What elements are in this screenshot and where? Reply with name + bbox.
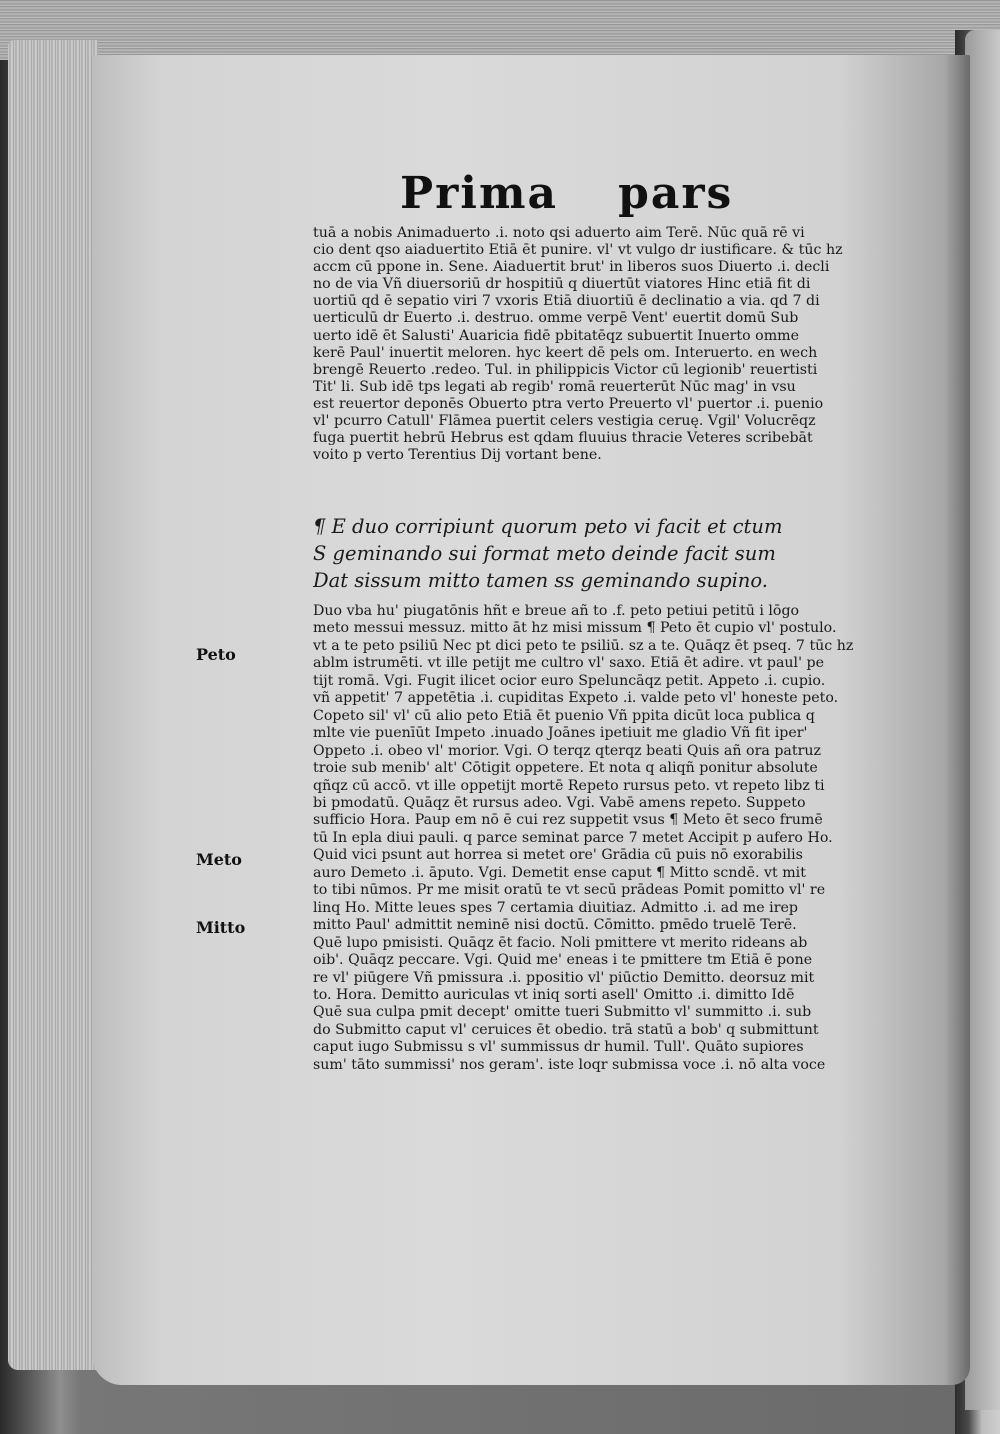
margin-note-meto: Meto bbox=[196, 850, 242, 869]
text-line: kerē Paul' inuertit meloren. hyc keert dē pels om. Interuerto. en wech bbox=[313, 344, 818, 361]
text-line: est reuertor deponēs Obuerto ptra verto Preuerto vl' puertor .i. puenio bbox=[313, 395, 824, 412]
running-title bbox=[400, 168, 733, 219]
top-page-edges bbox=[0, 0, 1000, 60]
text-line: sum' tāto summissi' nos geram'. iste loqr submissa voce .i. nō alta voce bbox=[313, 1056, 826, 1073]
text-line: no de via Vñ diuersoriū dr hospitiū q diuertūt viatores Hinc etiā fit di bbox=[313, 276, 811, 293]
text-line: vñ appetit' 7 appetētia .i. cupiditas Expeto .i. valde peto vl' honeste peto. bbox=[313, 690, 839, 707]
text-line: meto messui messuz. mitto āt hz misi missum ¶ Peto ēt cupio vl' postulo. bbox=[313, 620, 837, 637]
text-line: re vl' piūgere Vñ pmissura .i. ppositio vl' piūctio Demitto. deorsuz mit bbox=[313, 969, 815, 986]
text-line: voito p verto Terentius Dij vortant bene. bbox=[313, 447, 602, 464]
text-line: Copeto sil' vl' cū alio peto Etiā ēt puenio Vñ ppita dicūt loca publica q bbox=[313, 707, 815, 724]
text-block-2 bbox=[313, 603, 888, 1074]
left-page-edges bbox=[8, 40, 98, 1370]
text-line: brengē Reuerto .redeo. Tul. in philippicis Victor cū legionib' reuertisti bbox=[313, 361, 818, 378]
text-line: accm cū ppone in. Sene. Aiaduertit brut' in liberos suos Diuerto .i. decli bbox=[313, 259, 830, 276]
text-line: ¶ E duo corripiunt quorum peto vi facit et ctum bbox=[313, 515, 783, 538]
text-line: tū In epla diui pauli. q parce seminat parce 7 metet Accipit p aufero Ho. bbox=[313, 829, 833, 846]
text-line: uerticulū dr Euerto .i. destruo. omme verpē Vent' euertit domū Sub bbox=[313, 310, 799, 327]
facing-page-edge bbox=[965, 30, 1000, 1410]
text-line: vl' pcurro Catull' Flāmea puertit celers vestigia ceruę. Vgil' Volucrēqz bbox=[313, 413, 816, 430]
text-line: uortiū qd ē sepatio viri 7 vxoris Etiā diuortiū ē declinatio a via. qd 7 di bbox=[313, 293, 820, 310]
text-line: vt a te peto psiliū Nec pt dici peto te psiliū. sz a te. Quāqz ēt pseq. 7 tūc hz bbox=[313, 637, 854, 654]
text-line: Duo vba hu' piugatōnis hñt e breue añ to .f. peto petiui petitū i lōgo bbox=[313, 603, 800, 619]
text-line: mitto Paul' admittit neminē nisi doctū. Cōmitto. pmēdo truelē Terē. bbox=[313, 917, 797, 934]
text-line: auro Demeto .i. āputo. Vgi. Demetit ense caput ¶ Mitto scndē. vt mit bbox=[313, 864, 806, 881]
text-line: tuā a nobis Animaduerto .i. noto qsi aduerto aim Terē. Nūc quā rē vi bbox=[313, 225, 805, 241]
text-line: to. Hora. Demitto auriculas vt iniq sorti asell' Omitto .i. dimitto Idē bbox=[313, 986, 795, 1003]
title-word-2: pars bbox=[618, 168, 734, 219]
text-line: mlte vie puenīūt Impeto .inuado Joānes ipetiuit me gladio Vñ fit iper' bbox=[313, 725, 808, 742]
text-line: Quē sua culpa pmit decept' omitte tueri Submitto vl' summitto .i. sub bbox=[313, 1004, 812, 1021]
text-line: S geminando sui format meto deinde facit sum bbox=[313, 542, 776, 565]
text-line: cio dent qso aiaduertito Etiā ēt punire. vl' vt vulgo dr iustificare. & tūc hz bbox=[313, 242, 843, 259]
title-word-1: Prima bbox=[400, 168, 559, 219]
margin-note-peto: Peto bbox=[196, 645, 236, 664]
text-line: fuga puertit hebrū Hebrus est qdam fluuius thracie Veteres scribebāt bbox=[313, 430, 813, 447]
text-line: Quid vici psunt aut horrea si metet ore' Grādia cū puis nō exorabilis bbox=[313, 847, 803, 864]
text-line: linq Ho. Mitte leues spes 7 certamia diuitiaz. Admitto .i. ad me irep bbox=[313, 899, 798, 916]
margin-note-mitto: Mitto bbox=[196, 918, 246, 937]
text-line: to tibi nūmos. Pr me misit oratū te vt secū prādeas Pomit pomitto vl' re bbox=[313, 882, 826, 899]
text-line: troie sub menib' alt' Cōtigit oppetere. Et nota q aliqñ ponitur absolute bbox=[313, 760, 818, 777]
text-line: caput iugo Submissu s vl' summissus dr humil. Tull'. Quāto supiores bbox=[313, 1039, 804, 1056]
text-line: Tit' li. Sub idē tps legati ab regib' romā reuerterūt Nūc mag' in vsu bbox=[313, 378, 796, 395]
text-line: Dat sissum mitto tamen ss geminando supino. bbox=[313, 569, 768, 592]
text-block-1 bbox=[313, 225, 883, 464]
text-line: ablm istrumēti. vt ille petijt me cultro vl' saxo. Etiā ēt adire. vt paul' pe bbox=[313, 655, 824, 672]
text-line: sufficio Hora. Paup em nō ē cui rez suppetit vsus ¶ Meto ēt seco frumē bbox=[313, 812, 823, 829]
text-line: uerto idē ēt Salusti' Auaricia fidē pbitatēqz subuertit Inuerto omme bbox=[313, 327, 799, 344]
text-line: qñqz cū accō. vt ille oppetijt mortē Repeto rursus peto. vt repeto libz ti bbox=[313, 777, 825, 794]
text-line: Oppeto .i. obeo vl' morior. Vgi. O terqz qterqz beati Quis añ ora patruz bbox=[313, 742, 821, 759]
verse-block bbox=[313, 513, 893, 594]
text-line: do Submitto caput vl' ceruices ēt obedio. trā statū a bob' q submittunt bbox=[313, 1021, 819, 1038]
text-line: Quē lupo pmisisti. Quāqz ēt facio. Noli pmittere vt merito rideans ab bbox=[313, 934, 808, 951]
text-line: tijt romā. Vgi. Fugit ilicet ocior euro Speluncāqz petit. Appeto .i. cupio. bbox=[313, 672, 826, 689]
text-line: oib'. Quāqz peccare. Vgi. Quid me' eneas i te pmittere tm Etiā ē pone bbox=[313, 952, 813, 969]
text-line: bi pmodatū. Quāqz ēt rursus adeo. Vgi. Vabē amens repeto. Suppeto bbox=[313, 794, 806, 811]
